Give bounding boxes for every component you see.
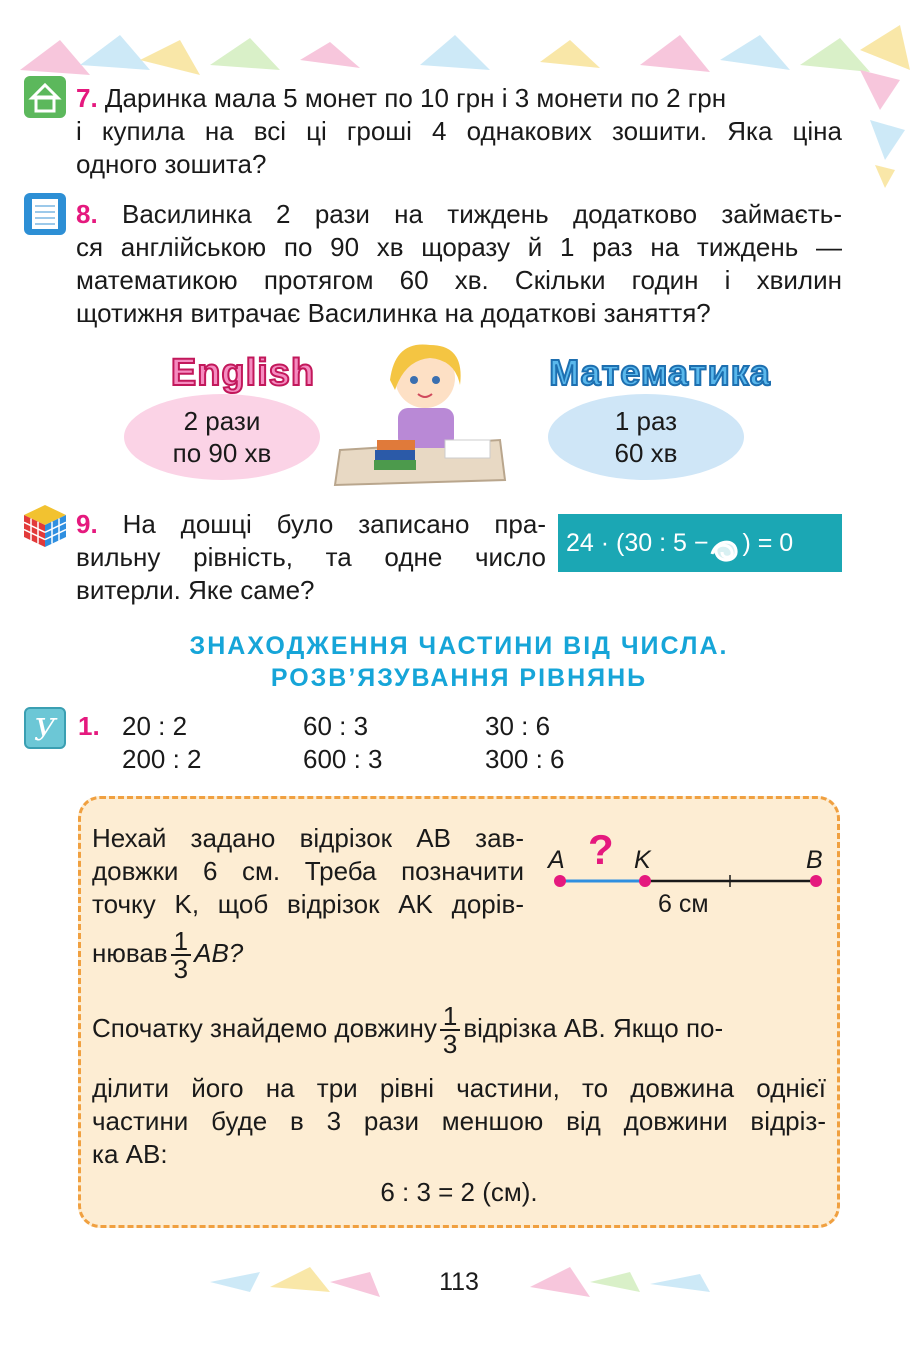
section-heading: ЗНАХОДЖЕННЯ ЧАСТИНИ ВІД ЧИСЛА. РОЗВ’ЯЗУВАННЯ РІВНЯНЬ <box>189 632 729 692</box>
task1-col3: 30 : 6 300 : 6 <box>485 711 565 774</box>
task7-text: 7. Даринка мала 5 монет по 10 грн і 3 монети по 2 грн і купила на всі ці гроші 4 однакових зошити. Яка ціна одного зошита? <box>76 83 842 179</box>
page-number: 113 <box>439 1268 479 1296</box>
task9-text: 9. На дошці було записано пра- вильну рівність, та одне число витерли. Яке саме? <box>76 509 546 605</box>
english-label: English <box>170 352 316 394</box>
fraction-one-third: $\frac{1}{3}$ <box>171 928 191 982</box>
svg-text:У: У <box>34 713 56 748</box>
english-info: 2 рази по 90 хв <box>172 406 272 468</box>
task1-col2: 60 : 3 600 : 3 <box>303 711 383 774</box>
equation-board <box>558 514 842 572</box>
math-info: 1 раз 60 хв <box>614 406 678 468</box>
right-decoration <box>850 60 910 190</box>
infobox-paragraph-1-end: нював $\frac{1}{3}$ AB? <box>92 926 244 984</box>
task1-number: 1. <box>78 711 100 741</box>
top-decoration <box>0 20 918 80</box>
point-k-label: K <box>634 846 651 874</box>
segment-ab <box>550 870 830 892</box>
question-mark: ? <box>588 826 614 873</box>
task1-col1: 20 : 2 200 : 2 <box>122 711 202 774</box>
infobox-paragraph-2: ділити його на три рівні частини, то довжина однієї частини буде в 3 рази меншою від довжини відріз- ка AB: <box>92 1073 826 1169</box>
girl-at-desk-illustration <box>330 340 510 490</box>
rubik-cube-icon <box>22 503 68 549</box>
equation-right: ) = 0 <box>742 529 794 557</box>
task9-number: 9. <box>76 509 98 539</box>
infobox-paragraph-2-first: Спочатку знайдемо довжину $\frac{1}{3}$ відрізка AB. Якщо по- <box>92 1001 724 1059</box>
point-a-label: A <box>548 846 565 874</box>
math-label: Математика <box>549 352 771 393</box>
task8-number: 8. <box>76 199 98 229</box>
house-icon <box>24 76 66 118</box>
task7-number: 7. <box>76 83 98 113</box>
fraction-one-third-2: $\frac{1}{3}$ <box>440 1003 460 1057</box>
segment-length-label: 6 см <box>658 890 709 918</box>
point-b-label: B <box>806 846 823 874</box>
oral-task-icon <box>24 707 66 749</box>
infobox-paragraph-1: Нехай задано відрізок AB зав- довжки 6 см. Треба позначити точку K, щоб відрізок AK дорів- <box>92 823 524 919</box>
erased-number-scribble <box>708 529 742 559</box>
notebook-icon <box>24 193 66 235</box>
task8-text: 8. Василинка 2 рази на тиждень додатково займаєть- ся англійською по 90 хв щоразу й 1 раз на тиждень — математикою протягом 60 хв. Скільки годин і хвилин щотижня витрачає Василинка на додаткові заняття? <box>76 199 842 328</box>
equation-left: 24 · (30 : 5 − <box>566 529 709 557</box>
infobox-calculation: 6 : 3 = 2 (см). <box>380 1177 538 1207</box>
